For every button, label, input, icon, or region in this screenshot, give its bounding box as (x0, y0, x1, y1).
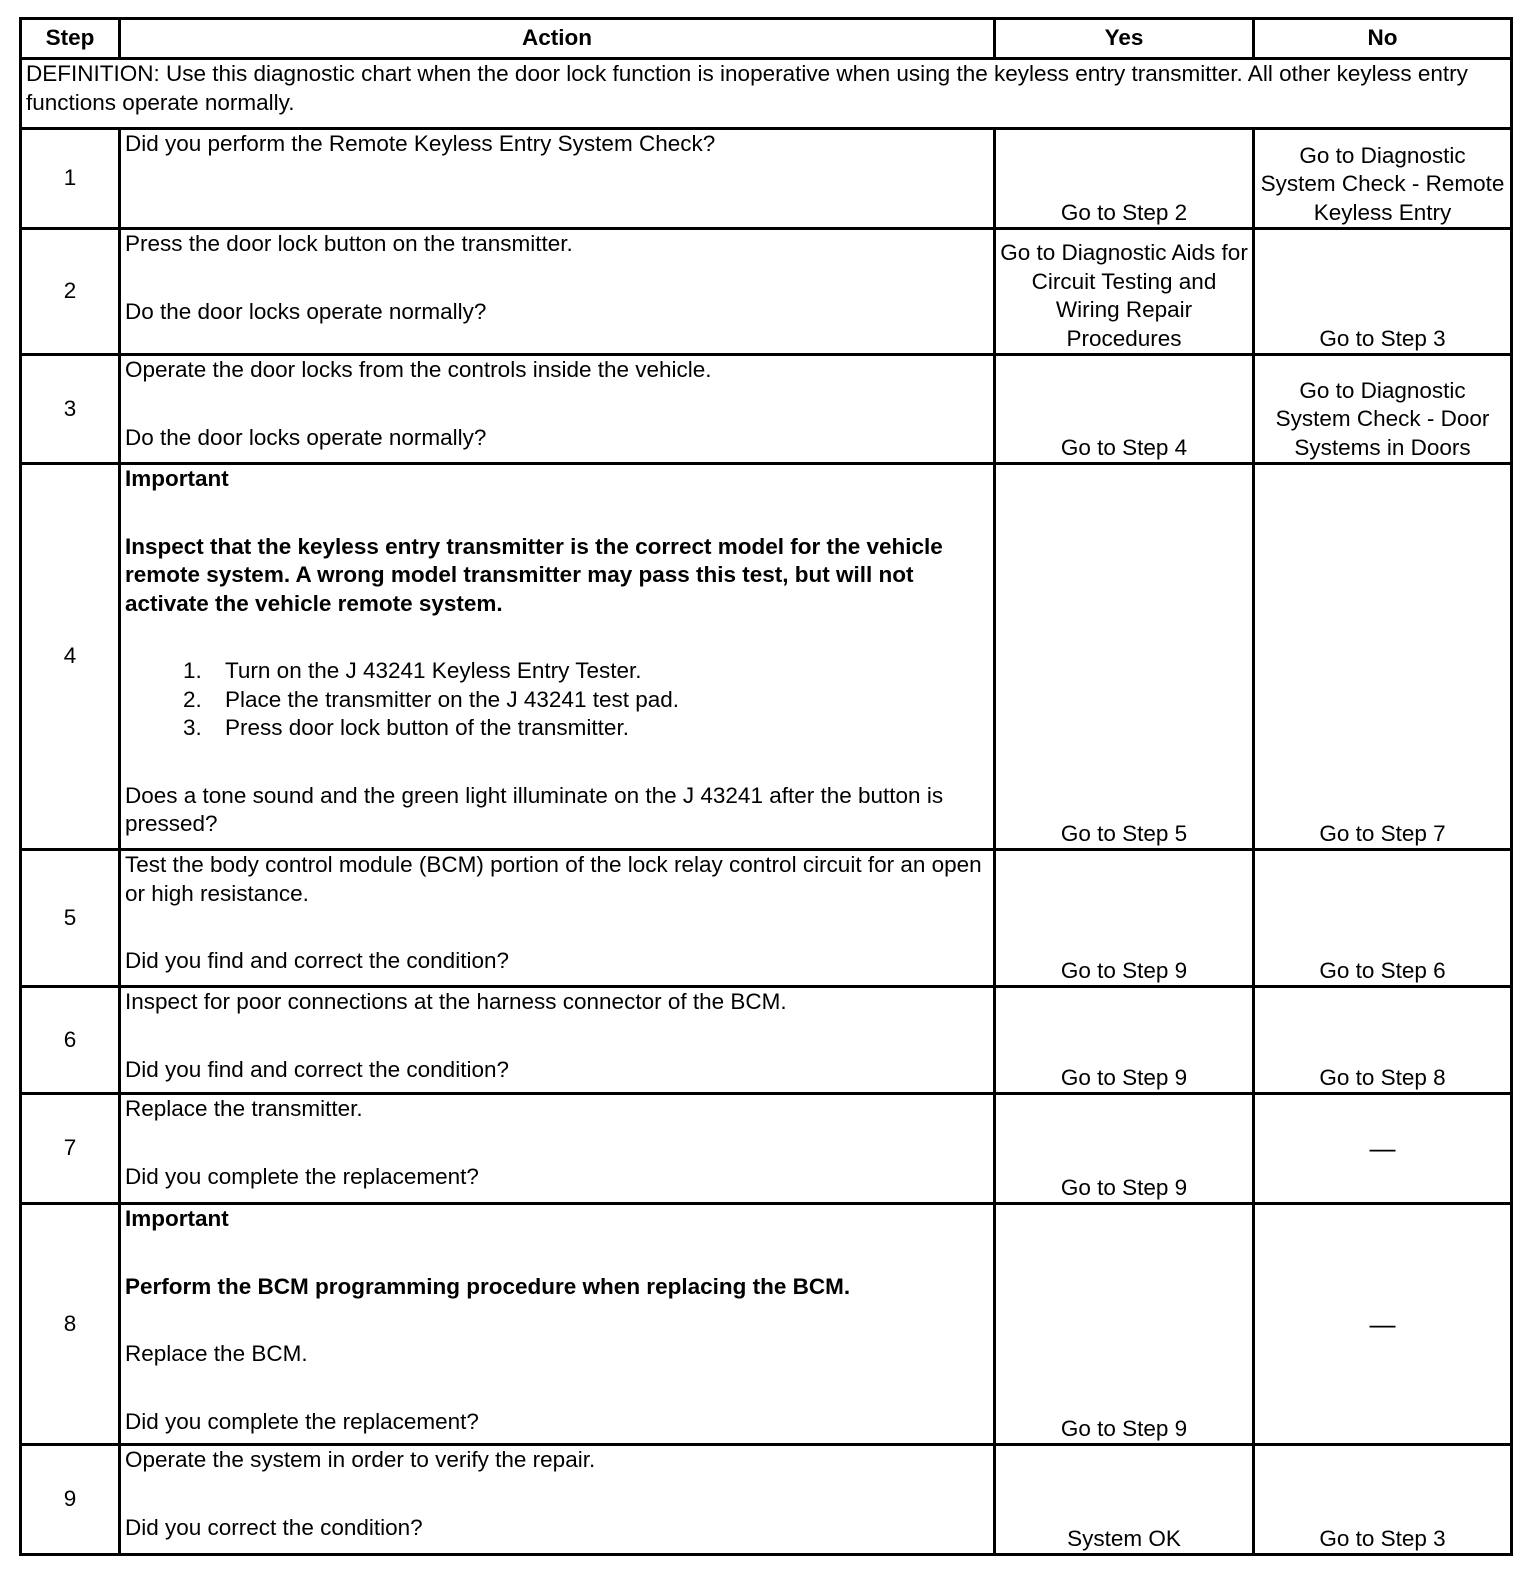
step-number: 3 (21, 355, 120, 464)
action-cell (120, 129, 995, 229)
no-cell-dash: — (1254, 1204, 1512, 1445)
substep-item: 3. Press door lock button of the transmitter. (183, 715, 629, 740)
yes-cell: Go to Step 4 (995, 355, 1254, 464)
header-action: Action (120, 19, 995, 59)
no-cell: Go to Step 6 (1254, 850, 1512, 987)
yes-cell: Go to Step 9 (995, 1094, 1254, 1204)
yes-cell: Go to Step 2 (995, 129, 1254, 229)
action-text: Inspect for poor connections at the harness connector of the BCM. (125, 989, 787, 1014)
action-cell (120, 1445, 995, 1555)
action-cell (120, 850, 995, 987)
table-row-step-5 (21, 850, 1512, 987)
action-cell (120, 355, 995, 464)
no-cell: Go to Diagnostic System Check - Remote Keyless Entry (1254, 129, 1512, 229)
table-row-step-7 (21, 1094, 1512, 1204)
action-text: Operate the door locks from the controls inside the vehicle. (125, 357, 712, 382)
yes-cell: Go to Step 9 (995, 850, 1254, 987)
step-number: 1 (21, 129, 120, 229)
step-number: 7 (21, 1094, 120, 1204)
table-row-step-8 (21, 1204, 1512, 1445)
table-row-step-9 (21, 1445, 1512, 1555)
yes-cell: Go to Step 9 (995, 987, 1254, 1094)
substep-item: 2. Place the transmitter on the J 43241 test pad. (183, 686, 680, 712)
action-cell (120, 987, 995, 1094)
header-row (21, 19, 1512, 59)
question-text: Do the door locks operate normally? (125, 298, 487, 324)
action-text: Operate the system in order to verify the repair. (125, 1447, 596, 1472)
header-yes: Yes (995, 19, 1254, 59)
yes-cell: System OK (995, 1445, 1254, 1555)
action-cell (120, 464, 995, 850)
definition-row (21, 59, 1512, 129)
table-row-step-6 (21, 987, 1512, 1094)
question-text: Did you find and correct the condition? (125, 1056, 509, 1082)
no-cell: Go to Step 8 (1254, 987, 1512, 1094)
step-number: 8 (21, 1204, 120, 1445)
action-cell (120, 229, 995, 355)
step-number: 5 (21, 850, 120, 987)
table-row-step-2 (21, 229, 1512, 355)
yes-cell: Go to Step 9 (995, 1204, 1254, 1445)
question-text: Did you complete the replacement? (125, 1408, 479, 1434)
step-number: 2 (21, 229, 120, 355)
question-text: Do the door locks operate normally? (125, 424, 487, 450)
no-cell: Go to Step 7 (1254, 464, 1512, 850)
question-text: Did you correct the condition? (125, 1514, 423, 1540)
table-row-step-3 (21, 355, 1512, 464)
important-label: Important (125, 1206, 229, 1231)
important-label: Important (125, 466, 229, 491)
action-text: Did you perform the Remote Keyless Entry System Check? (125, 131, 716, 156)
step-number: 4 (21, 464, 120, 850)
header-step: Step (21, 19, 120, 59)
header-no: No (1254, 19, 1512, 59)
table-row-step-4 (21, 464, 1512, 850)
step-number: 6 (21, 987, 120, 1094)
question-text: Did you complete the replacement? (125, 1163, 479, 1189)
substep-list (125, 657, 989, 743)
table-row-step-1 (21, 129, 1512, 229)
action-cell (120, 1094, 995, 1204)
yes-cell: Go to Step 5 (995, 464, 1254, 850)
action-text: Replace the BCM. (125, 1341, 308, 1366)
important-text: Inspect that the keyless entry transmitter is the correct model for the vehicle remote system. A wrong model transmitter may pass this test, but will not activate the vehicle remote system. (125, 533, 943, 616)
question-text: Did you find and correct the condition? (125, 948, 509, 973)
diagnostic-chart-table (19, 17, 1513, 1556)
substep-item: 1. Turn on the J 43241 Keyless Entry Tester. (183, 658, 642, 683)
no-cell: Go to Step 3 (1254, 1445, 1512, 1555)
no-cell: Go to Step 3 (1254, 229, 1512, 355)
no-cell: Go to Diagnostic System Check - Door Systems in Doors (1254, 355, 1512, 464)
definition-text: DEFINITION: Use this diagnostic chart when the door lock function is inoperative when using the keyless entry transmitter. All other keyless entry functions operate normally. (21, 59, 1512, 129)
action-cell (120, 1204, 995, 1445)
action-text: Test the body control module (BCM) portion of the lock relay control circuit for an open or high resistance. (125, 852, 982, 906)
action-text: Press the door lock button on the transmitter. (125, 231, 573, 256)
yes-cell: Go to Diagnostic Aids for Circuit Testing and Wiring Repair Procedures (995, 229, 1254, 355)
important-text: Perform the BCM programming procedure when replacing the BCM. (125, 1273, 851, 1299)
step-number: 9 (21, 1445, 120, 1555)
no-cell-dash: — (1254, 1094, 1512, 1204)
action-text: Replace the transmitter. (125, 1096, 363, 1121)
question-text: Does a tone sound and the green light illuminate on the J 43241 after the button is pressed? (125, 782, 944, 836)
